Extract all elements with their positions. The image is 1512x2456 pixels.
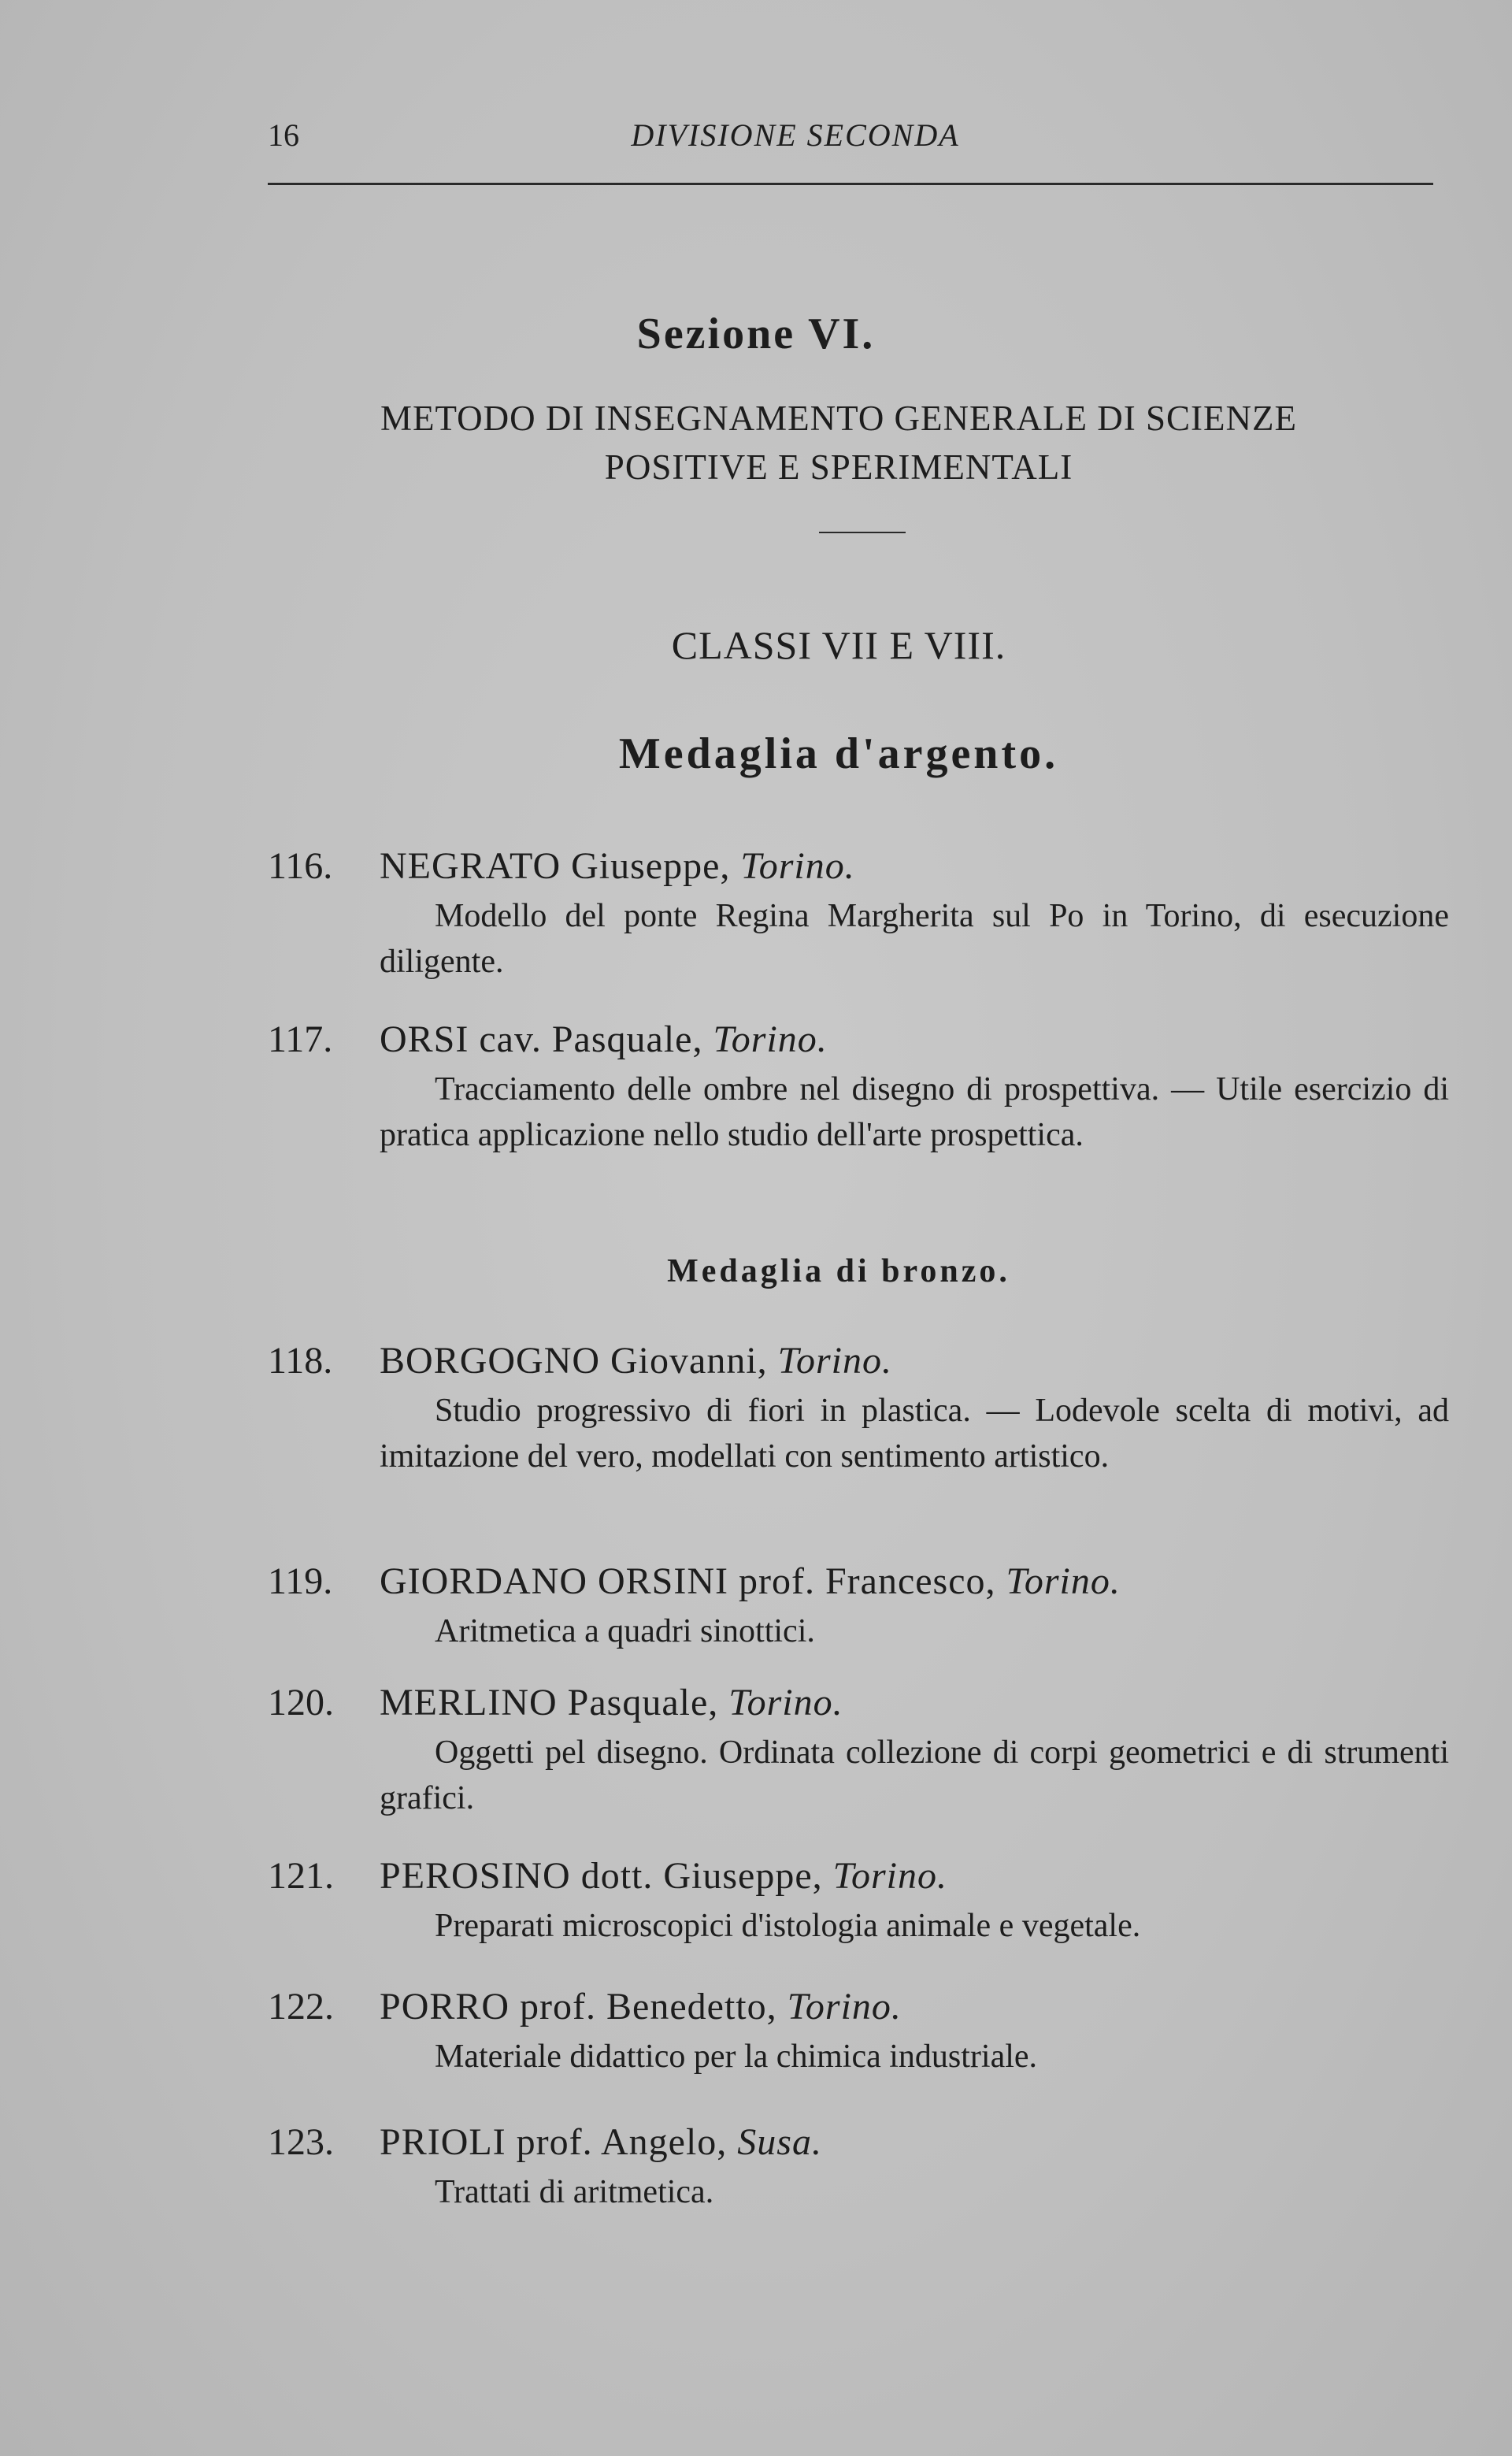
entry-number: 122.: [268, 1986, 334, 2027]
exhibitor-name-text: MERLINO Pasquale,: [380, 1682, 729, 1723]
classes-heading: CLASSI VII E VIII.: [671, 623, 1006, 667]
section-subtitle: [236, 394, 1441, 492]
entry-description: Preparati microscopici d'istologia animale e vegetale.: [435, 1908, 1141, 1944]
award-heading-bronze: Medaglia di bronzo.: [667, 1253, 1010, 1289]
exhibitor-city: Torino.: [832, 1855, 947, 1897]
exhibitor-city: Torino.: [1006, 1560, 1121, 1602]
section-subtitle-line-2: POSITIVE E SPERIMENTALI: [604, 447, 1073, 487]
exhibitor-name: [380, 843, 855, 890]
exhibitor-name: [380, 1983, 902, 2031]
entry-number: 119.: [268, 1560, 333, 1602]
list-item: [268, 1337, 1449, 1479]
exhibitor-city: Torino.: [777, 1340, 892, 1382]
exhibitor-city: Torino.: [728, 1682, 843, 1723]
exhibitor-name: [380, 1679, 843, 1727]
list-item: [268, 1983, 1449, 2079]
entry-heading: [268, 1853, 1449, 1900]
entry-description: Trattati di aritmetica.: [435, 2174, 714, 2210]
entry-number: 121.: [268, 1855, 334, 1897]
section-subtitle-line-1: METODO DI INSEGNAMENTO GENERALE DI SCIENZE: [380, 399, 1297, 438]
entry-number: 116.: [268, 845, 333, 887]
header-rule: [268, 183, 1433, 185]
entry-description: Oggetti pel disegno. Ordinata collezione di corpi geometrici e di strumenti grafici.: [380, 1734, 1449, 1816]
list-item: [268, 2119, 1449, 2215]
exhibitor-city: Torino.: [787, 1986, 902, 2027]
award-heading-silver: Medaglia d'argento.: [618, 729, 1059, 778]
exhibitor-city: Susa.: [737, 2121, 822, 2163]
exhibitor-name-text: BORGOGNO Giovanni,: [380, 1340, 778, 1382]
list-item: [268, 843, 1449, 985]
list-item: [268, 1558, 1449, 1654]
page-number: 16: [268, 117, 299, 153]
exhibitor-name: [380, 1016, 828, 1063]
exhibitor-name: [380, 1337, 892, 1385]
entry-description: Studio progressivo di fiori in plastica. — Lodevole scelta di motivi, ad imitazione del vero, modellati con sentimento artistico.: [380, 1393, 1449, 1475]
entry-description: Materiale didattico per la chimica industriale.: [435, 2039, 1038, 2075]
exhibitor-name-text: NEGRATO Giuseppe,: [380, 845, 741, 887]
exhibitor-name-text: PORRO prof. Benedetto,: [380, 1986, 788, 2027]
exhibitor-name-text: ORSI cav. Pasquale,: [380, 1018, 713, 1060]
list-item: [268, 1679, 1449, 1821]
list-item: [268, 1853, 1449, 1949]
entry-number: 117.: [268, 1018, 333, 1060]
exhibitor-name: [380, 1853, 947, 1900]
exhibitor-name-text: GIORDANO ORSINI prof. Francesco,: [380, 1560, 1006, 1602]
entry-description: Modello del ponte Regina Margherita sul Po in Torino, di esecuzione diligente.: [380, 898, 1449, 980]
section-title: Sezione VI.: [636, 310, 876, 358]
entry-number: 118.: [268, 1340, 333, 1382]
page-header: [268, 117, 1433, 164]
entry-heading: [268, 1983, 1449, 2031]
exhibitor-city: Torino.: [713, 1018, 828, 1060]
entry-heading: [268, 2119, 1449, 2166]
separator-rule: [819, 532, 906, 533]
entry-number: 123.: [268, 2121, 334, 2163]
entry-heading: [268, 1679, 1449, 1727]
exhibitor-name: [380, 2119, 822, 2166]
entry-description: Tracciamento delle ombre nel disegno di prospettiva. — Utile esercizio di pratica applicazione nello studio dell'arte prospettica.: [380, 1071, 1449, 1153]
list-item: [268, 1016, 1449, 1158]
entry-heading: [268, 1016, 1449, 1063]
entry-heading: [268, 1558, 1449, 1605]
exhibitor-name-text: PRIOLI prof. Angelo,: [380, 2121, 738, 2163]
entry-heading: [268, 843, 1449, 890]
exhibitor-city: Torino.: [740, 845, 855, 887]
exhibitor-name: [380, 1558, 1121, 1605]
exhibitor-name-text: PEROSINO dott. Giuseppe,: [380, 1855, 833, 1897]
running-title: DIVISIONE SECONDA: [631, 117, 960, 153]
entry-description: Aritmetica a quadri sinottici.: [435, 1613, 815, 1649]
entry-heading: [268, 1337, 1449, 1385]
entry-number: 120.: [268, 1682, 334, 1723]
